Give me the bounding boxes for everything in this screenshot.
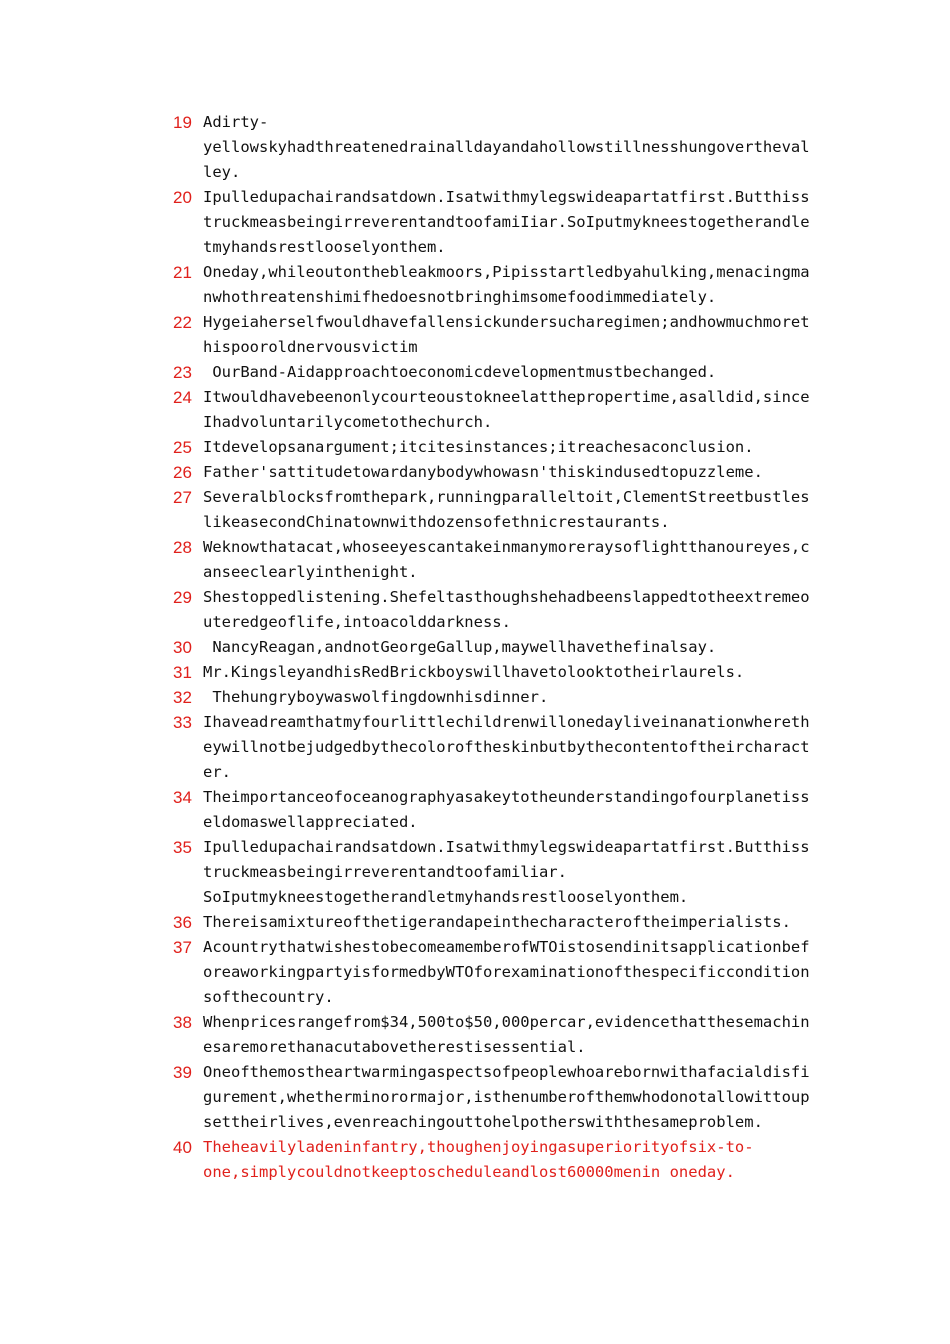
item-number: 38 <box>173 1013 192 1032</box>
list-item <box>173 110 813 185</box>
list-item <box>173 585 813 635</box>
item-number: 23 <box>173 363 192 382</box>
item-text: Itwouldhavebeenonlycourteoustokneelatthepropertime,asalldid,sinceIhadvoluntarilycometothechurch. <box>203 388 810 431</box>
item-text: NancyReagan,andnotGeorgeGallup,maywellhavethefinalsay. <box>203 638 717 656</box>
item-text: Ipulledupachairandsatdown.Isatwithmylegswideapartatfirst.ButthisstruckmeasbeingirreverentandtoofamiIiar.SoIputmykneestogetherandletmyhandsrestlooselyonthem. <box>203 188 810 256</box>
item-number: 32 <box>173 688 192 707</box>
item-number: 19 <box>173 113 192 132</box>
item-number: 37 <box>173 938 192 957</box>
item-text: Ihaveadreamthatmyfourlittlechildrenwillonedayliveinanationwheretheywillnotbejudgedbythecoloroftheskinbutbythecontentoftheircharacter. <box>203 713 810 781</box>
list-item <box>173 785 813 835</box>
item-number: 31 <box>173 663 192 682</box>
item-number: 35 <box>173 838 192 857</box>
list-item <box>173 435 813 460</box>
item-text: Severalblocksfromthepark,runningparalleltoit,ClementStreetbustleslikeasecondChinatownwithdozensofethnicrestaurants. <box>203 488 810 531</box>
list-item <box>173 185 813 260</box>
list-item <box>173 710 813 785</box>
item-text: Mr.KingsleyandhisRedBrickboyswillhavetolooktotheirlaurels. <box>203 663 745 681</box>
item-number: 34 <box>173 788 192 807</box>
item-number: 26 <box>173 463 192 482</box>
item-number: 25 <box>173 438 192 457</box>
list-item <box>173 1060 813 1135</box>
item-text: Theheavilyladeninfantry,thoughenjoyingasuperiorityofsix-to- one,simplycouldnotkeeptoscheduleandlost60000menin oneday. <box>203 1138 754 1181</box>
list-item <box>173 460 813 485</box>
item-number: 28 <box>173 538 192 557</box>
item-text: Oneday,whileoutonthebleakmoors,Pipisstartledbyahulking,menacingmanwhothreatenshimifhedoesnotbringhimsomefoodimmediately. <box>203 263 810 306</box>
list-item <box>173 535 813 585</box>
item-text: Itdevelopsanargument;itcitesinstances;itreachesaconclusion. <box>203 438 754 456</box>
item-text: Thereisamixtureofthetigerandapeinthecharacteroftheimperialists. <box>203 913 791 931</box>
item-number: 36 <box>173 913 192 932</box>
list-item <box>173 385 813 435</box>
list-item <box>173 1010 813 1060</box>
sentence-list <box>173 110 813 1185</box>
item-text: Weknowthatacat,whoseeyescantakeinmanymoreraysoflightthanoureyes,canseeclearlyinthenight. <box>203 538 810 581</box>
item-number: 39 <box>173 1063 192 1082</box>
item-text: Ipulledupachairandsatdown.Isatwithmylegswideapartatfirst.Butthisstruckmeasbeingirreverentandtoofamiliar. SoIputmykneestogetherandletmyhandsrestlooselyonthem. <box>203 838 810 906</box>
list-item <box>173 635 813 660</box>
item-number: 24 <box>173 388 192 407</box>
list-item <box>173 310 813 360</box>
list-item <box>173 1135 813 1185</box>
list-item <box>173 685 813 710</box>
item-number: 33 <box>173 713 192 732</box>
list-item <box>173 660 813 685</box>
item-number: 30 <box>173 638 192 657</box>
item-number: 20 <box>173 188 192 207</box>
item-text: Thehungryboywaswolfingdownhisdinner. <box>203 688 549 706</box>
item-number: 40 <box>173 1138 192 1157</box>
item-number: 29 <box>173 588 192 607</box>
item-number: 21 <box>173 263 192 282</box>
list-item <box>173 910 813 935</box>
item-text: OurBand-Aidapproachtoeconomicdevelopmentmustbechanged. <box>203 363 717 381</box>
list-item <box>173 485 813 535</box>
item-text: AcountrythatwishestobecomeamemberofWTOistosendinitsapplicationbeforeaworkingpartyisformedbyWTOforexaminationofthespecificconditionsofthecountry. <box>203 938 810 1006</box>
item-text: Father'sattitudetowardanybodywhowasn'thiskindusedtopuzzleme. <box>203 463 763 481</box>
item-text: Theimportanceofoceanographyasakeytotheunderstandingofourplanetisseldomaswellappreciated. <box>203 788 810 831</box>
item-text: Whenpricesrangefrom$34,500to$50,000percar,evidencethatthesemachinesaremorethanacutabovetherestisessential. <box>203 1013 810 1056</box>
item-text: Adirty- yellowskyhadthreatenedrainalldayandahollowstillnesshungoverthevalley. <box>203 113 810 181</box>
item-text: Hygeiaherselfwouldhavefallensickundersucharegimen;andhowmuchmorethispooroldnervousvictim <box>203 313 810 356</box>
item-number: 27 <box>173 488 192 507</box>
item-number: 22 <box>173 313 192 332</box>
list-item <box>173 835 813 910</box>
item-text: Shestoppedlistening.Shefeltasthoughshehadbeenslappedtotheextremeouteredgeoflife,intoacolddarkness. <box>203 588 810 631</box>
item-text: Oneofthemostheartwarmingaspectsofpeoplewhoarebornwithafacialdisfigurement,whetherminorormajor,isthenumberofthemwhodonotallowittoupsettheirlives,evenreachingouttohelpotherswiththesameproblem. <box>203 1063 810 1131</box>
list-item <box>173 260 813 310</box>
list-item <box>173 935 813 1010</box>
list-item <box>173 360 813 385</box>
